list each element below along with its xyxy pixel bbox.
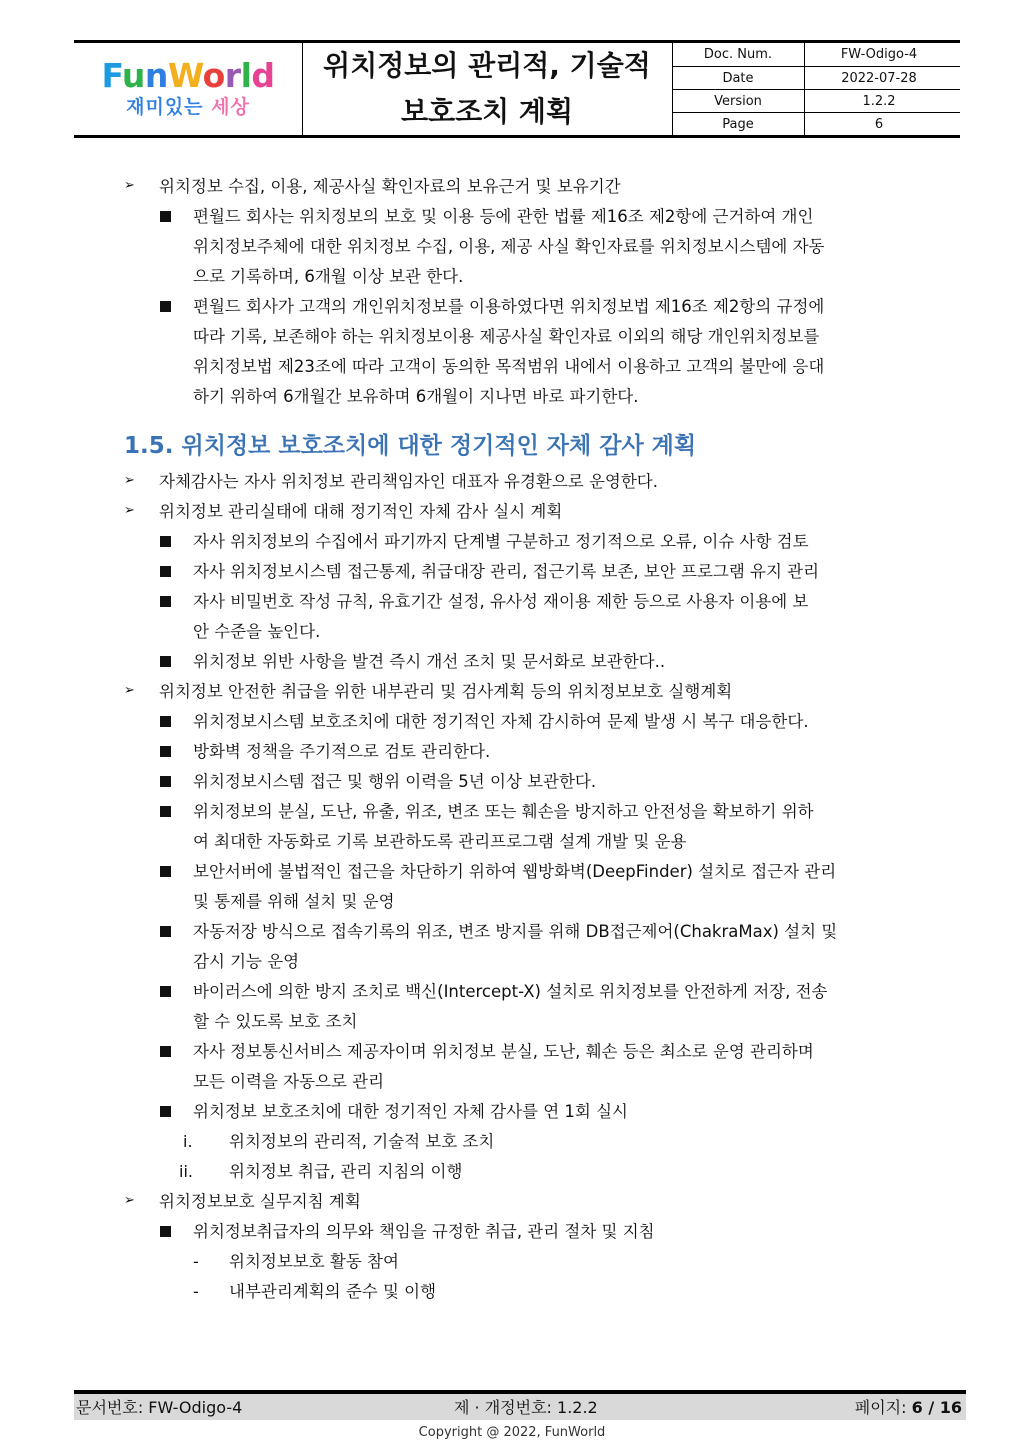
list-item: 모든 이력을 자동으로 관리 bbox=[193, 1072, 385, 1091]
dash-bullet-icon: - bbox=[193, 1252, 199, 1271]
list-item: 위치정보 보호조치에 대한 정기적인 자체 감사를 연 1회 실시 bbox=[193, 1102, 628, 1121]
list-item: 위치정보보호 실무지침 계획 bbox=[159, 1192, 361, 1211]
list-item: 따라 기록, 보존해야 하는 위치정보이용 제공사실 확인자료 이외의 해당 개인위치정보를 bbox=[193, 327, 820, 346]
section-heading: 1.5. 위치정보 보호조치에 대한 정기적인 자체 감사 계획 bbox=[124, 433, 697, 459]
title-line-1: 위치정보의 관리적, 기술적 bbox=[323, 49, 651, 82]
meta-label-version: Version bbox=[714, 94, 762, 109]
document-title bbox=[302, 43, 672, 135]
title-line-2: 보호조치 계획 bbox=[400, 95, 574, 128]
list-item: 및 통제를 위해 설치 및 운영 bbox=[193, 892, 395, 911]
list-item: 편월드 회사가 고객의 개인위치정보를 이용하였다면 위치정보법 제16조 제2항의 규정에 bbox=[193, 297, 825, 316]
square-bullet-icon bbox=[160, 596, 171, 607]
meta-label-docnum: Doc. Num. bbox=[703, 47, 773, 62]
logo-wordmark: FunWorld bbox=[101, 56, 275, 95]
list-item: 안 수준을 높인다. bbox=[193, 622, 321, 641]
list-item: 하기 위하여 6개월간 보유하며 6개월이 지나면 바로 파기한다. bbox=[193, 387, 639, 406]
list-item: 위치정보보호 활동 참여 bbox=[229, 1252, 399, 1271]
square-bullet-icon bbox=[160, 566, 171, 577]
list-item: 위치정보 관리실태에 대해 정기적인 자체 감사 실시 계획 bbox=[159, 502, 563, 521]
list-item: 자사 위치정보시스템 접근통제, 취급대장 관리, 접근기록 보존, 보안 프로그램 유지 관리 bbox=[193, 562, 820, 581]
square-bullet-icon bbox=[160, 1046, 171, 1057]
roman-numeral: ii. bbox=[179, 1162, 193, 1181]
funworld-logo bbox=[74, 43, 302, 135]
list-item: 자사 위치정보의 수집에서 파기까지 단계별 구분하고 정기적으로 오류, 이슈 사항 검토 bbox=[193, 532, 809, 551]
list-item: 여 최대한 자동화로 기록 보관하도록 관리프로그램 설계 개발 및 운용 bbox=[193, 832, 687, 851]
square-bullet-icon bbox=[160, 1226, 171, 1237]
square-bullet-icon bbox=[160, 866, 171, 877]
list-item: 방화벽 정책을 주기적으로 검토 관리한다. bbox=[193, 742, 491, 761]
meta-label-date: Date bbox=[722, 71, 754, 86]
square-bullet-icon bbox=[160, 806, 171, 817]
list-item: 위치정보시스템 접근 및 행위 이력을 5년 이상 보관한다. bbox=[193, 772, 597, 791]
list-item: 위치정보의 분실, 도난, 유출, 위조, 변조 또는 훼손을 방지하고 안전성을 확보하기 위하 bbox=[193, 802, 814, 821]
list-item: 위치정보 수집, 이용, 제공사실 확인자료의 보유근거 및 보유기간 bbox=[159, 177, 621, 196]
arrow-bullet-icon: ➢ bbox=[124, 1193, 135, 1208]
list-item: 자사 정보통신서비스 제공자이며 위치정보 분실, 도난, 훼손 등은 최소로 운영 관리하며 bbox=[193, 1042, 814, 1061]
list-item: 할 수 있도록 보호 조치 bbox=[193, 1012, 358, 1031]
meta-value-docnum: FW-Odigo-4 bbox=[840, 47, 918, 62]
list-item: 자동저장 방식으로 접속기록의 위조, 변조 방지를 위해 DB접근제어(ChakraMax) 설치 및 bbox=[193, 922, 838, 941]
arrow-bullet-icon: ➢ bbox=[124, 503, 135, 518]
square-bullet-icon bbox=[160, 776, 171, 787]
square-bullet-icon bbox=[160, 926, 171, 937]
list-item: 위치정보 취급, 관리 지침의 이행 bbox=[229, 1162, 463, 1181]
list-item: 위치정보의 관리적, 기술적 보호 조치 bbox=[229, 1132, 495, 1151]
list-item: 위치정보법 제23조에 따라 고객이 동의한 목적범위 내에서 이용하고 고객의 불만에 응대 bbox=[193, 357, 825, 376]
square-bullet-icon bbox=[160, 656, 171, 667]
meta-value-version: 1.2.2 bbox=[862, 94, 896, 109]
list-item: 위치정보 안전한 취급을 위한 내부관리 및 검사계획 등의 위치정보보호 실행계획 bbox=[159, 682, 733, 701]
list-item: 바이러스에 의한 방지 조치로 백신(Intercept-X) 설치로 위치정보를 안전하게 저장, 전송 bbox=[193, 982, 828, 1001]
meta-value-date: 2022-07-28 bbox=[841, 71, 917, 86]
footer-revision-number: 제 · 개정번호: 1.2.2 bbox=[454, 1398, 598, 1417]
list-item: 자체감사는 자사 위치정보 관리책임자인 대표자 유경환으로 운영한다. bbox=[159, 472, 658, 491]
copyright-text: Copyright @ 2022, FunWorld bbox=[418, 1425, 606, 1440]
list-item: 으로 기록하며, 6개월 이상 보관 한다. bbox=[193, 267, 464, 286]
square-bullet-icon bbox=[160, 1106, 171, 1117]
footer-page-label: 페이지: bbox=[854, 1398, 912, 1417]
list-item: 위치정보 위반 사항을 발견 즉시 개선 조치 및 문서화로 보관한다.. bbox=[193, 652, 666, 671]
square-bullet-icon bbox=[160, 536, 171, 547]
list-item: 위치정보취급자의 의무와 책임을 규정한 취급, 관리 절차 및 지침 bbox=[193, 1222, 655, 1241]
square-bullet-icon bbox=[160, 301, 171, 312]
arrow-bullet-icon: ➢ bbox=[124, 473, 135, 488]
footer-doc-number: 문서번호: FW-Odigo-4 bbox=[76, 1398, 243, 1417]
document-footer bbox=[74, 1390, 966, 1420]
list-item: 보안서버에 불법적인 접근을 차단하기 위하여 웹방화벽(DeepFinder) 설치로 접근자 관리 bbox=[193, 862, 837, 881]
footer-page bbox=[855, 1397, 962, 1419]
roman-numeral: i. bbox=[183, 1132, 193, 1151]
list-item: 자사 비밀번호 작성 규칙, 유효기간 설정, 유사성 재이용 제한 등으로 사용자 이용에 보 bbox=[193, 592, 809, 611]
list-item: 내부관리계획의 준수 및 이행 bbox=[229, 1282, 437, 1301]
list-item: 위치정보주체에 대한 위치정보 수집, 이용, 제공 사실 확인자료를 위치정보시스템에 자동 bbox=[193, 237, 825, 256]
square-bullet-icon bbox=[160, 746, 171, 757]
square-bullet-icon bbox=[160, 986, 171, 997]
dash-bullet-icon: - bbox=[193, 1282, 199, 1301]
arrow-bullet-icon: ➢ bbox=[124, 178, 135, 193]
meta-value-page: 6 bbox=[874, 117, 884, 132]
list-item: 편월드 회사는 위치정보의 보호 및 이용 등에 관한 법률 제16조 제2항에 근거하여 개인 bbox=[193, 207, 814, 226]
list-item: 위치정보시스템 보호조치에 대한 정기적인 자체 감시하여 문제 발생 시 복구 대응한다. bbox=[193, 712, 809, 731]
list-item: 감시 기능 운영 bbox=[193, 952, 300, 971]
arrow-bullet-icon: ➢ bbox=[124, 683, 135, 698]
square-bullet-icon bbox=[160, 716, 171, 727]
square-bullet-icon bbox=[160, 211, 171, 222]
meta-label-page: Page bbox=[722, 117, 754, 132]
document-header bbox=[74, 40, 960, 138]
logo-tagline: 재미있는 세상 bbox=[126, 96, 250, 118]
footer-page-value: 6 / 16 bbox=[911, 1398, 962, 1417]
